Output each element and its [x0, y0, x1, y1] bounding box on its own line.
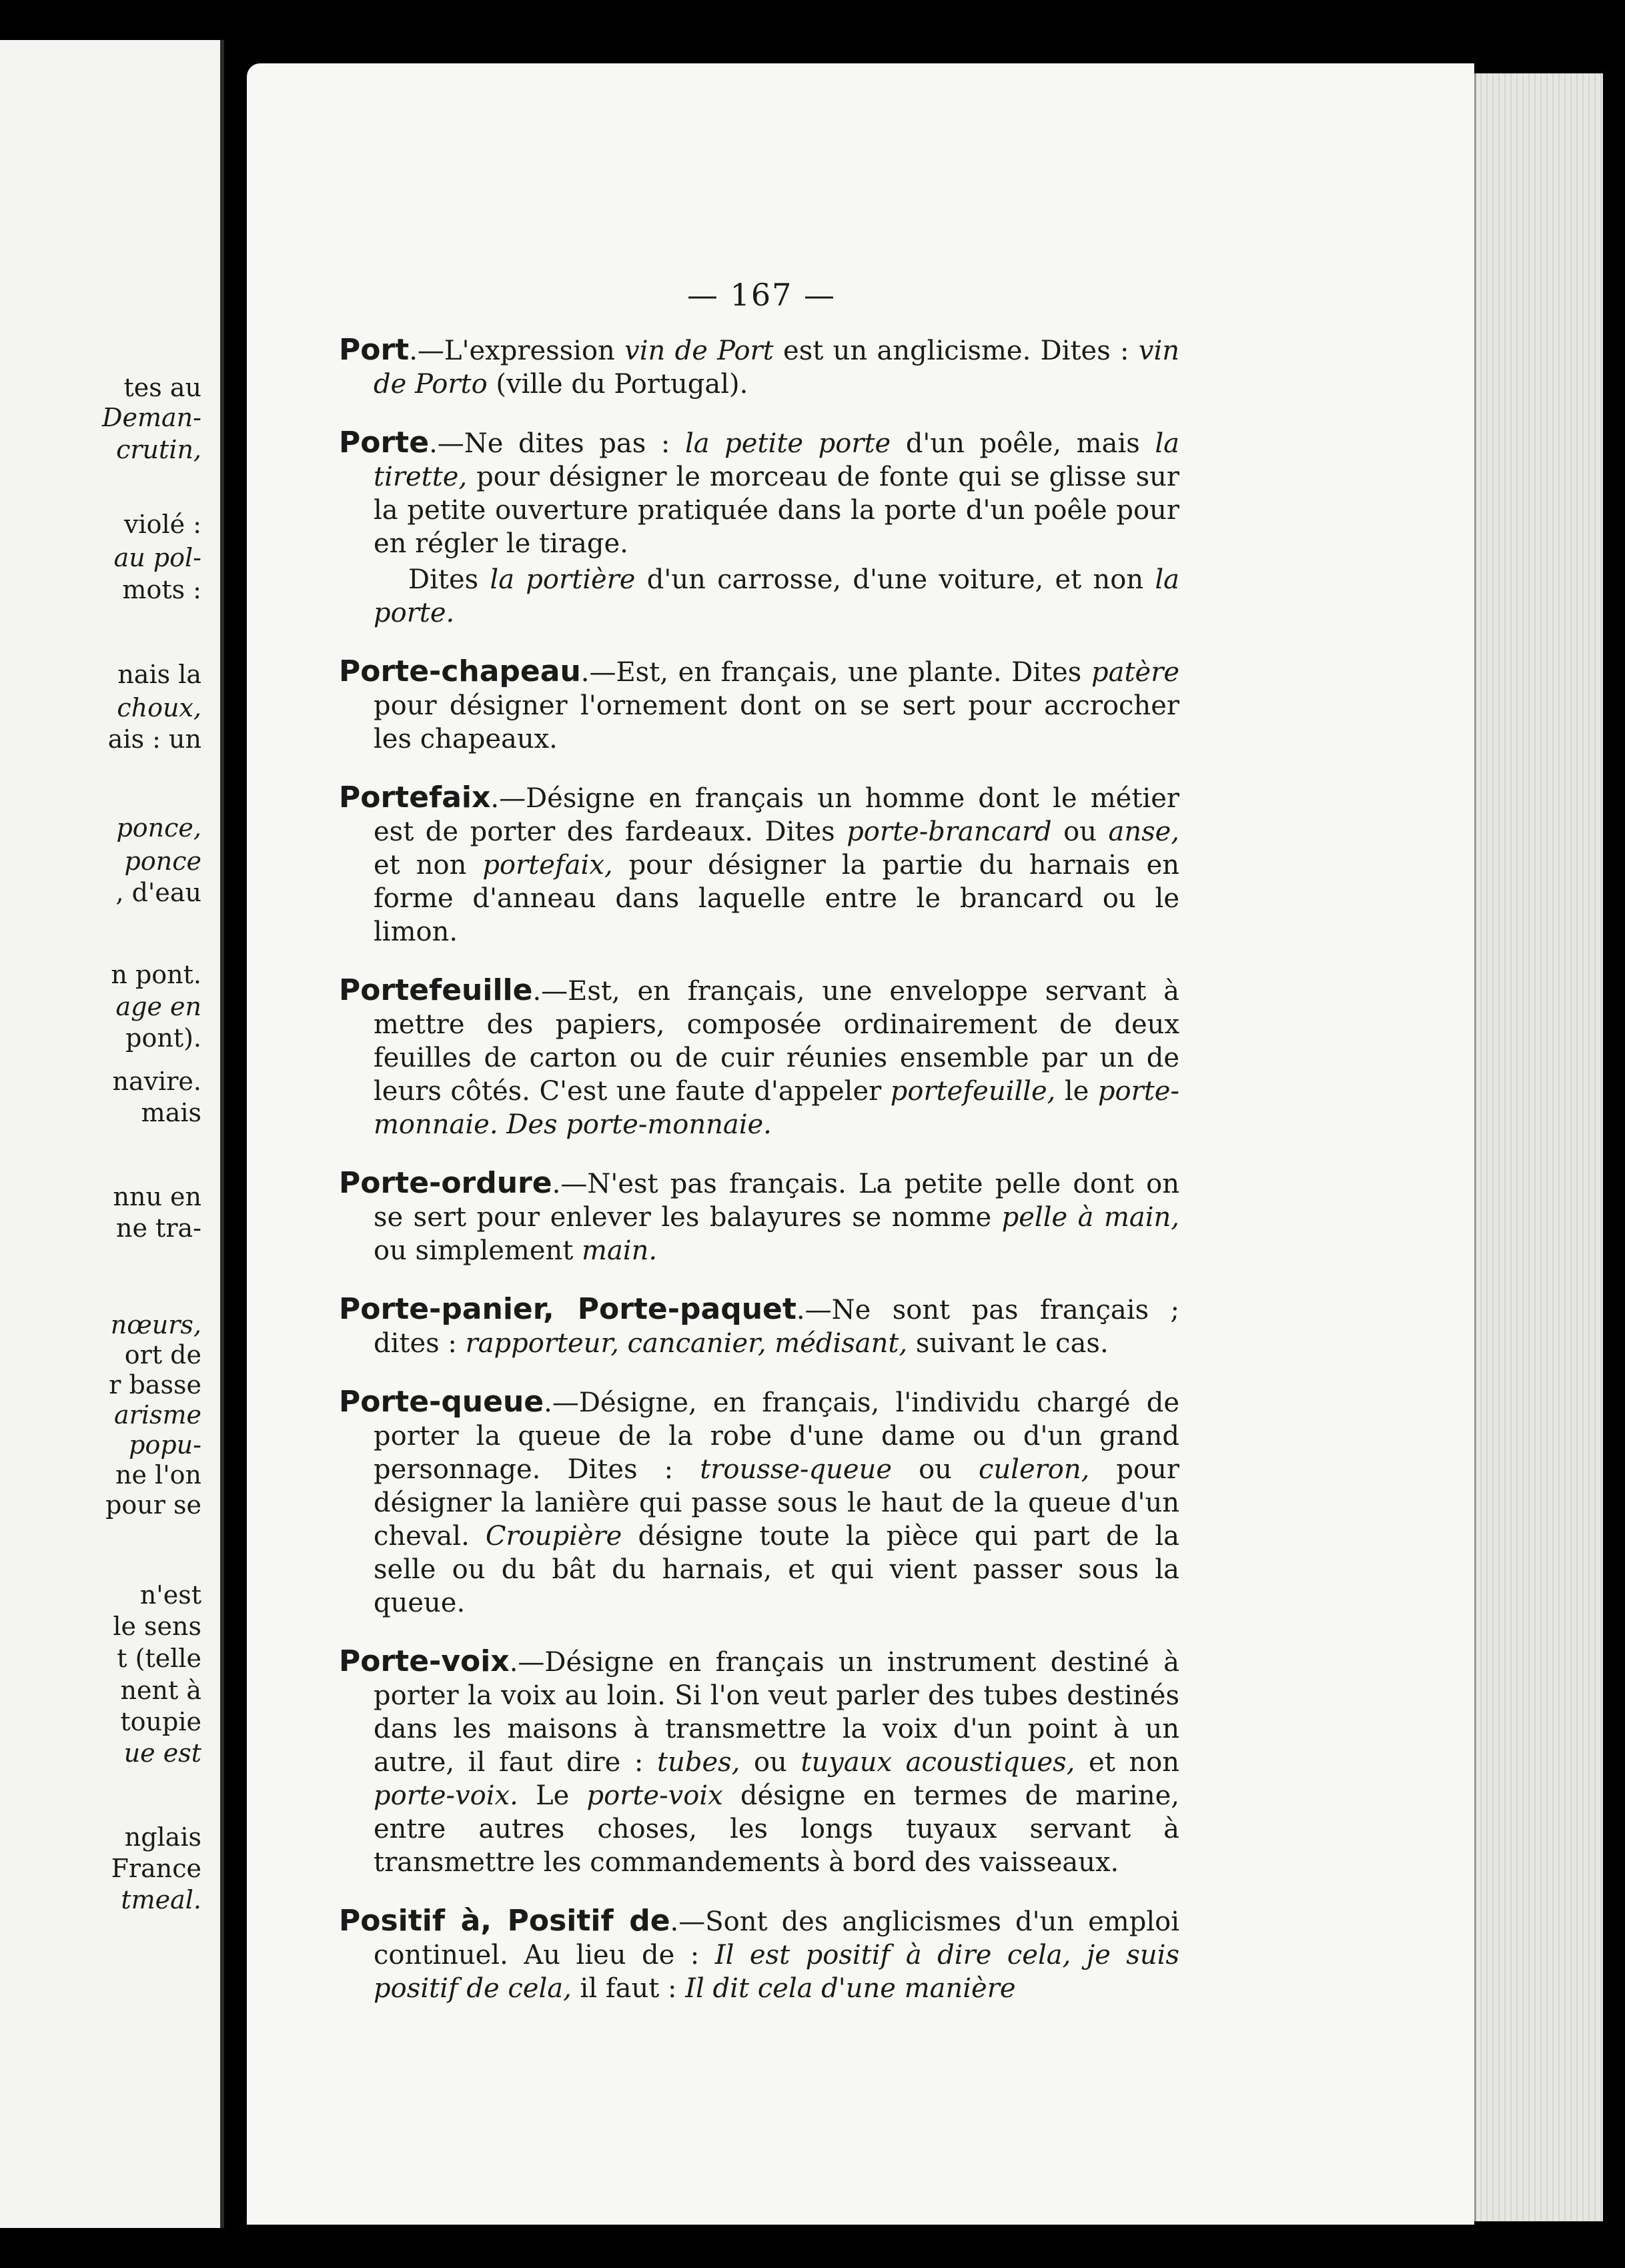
- entry-term: Portefeuille: [339, 973, 533, 1007]
- left-page-text-fragment: n pont.: [111, 960, 201, 989]
- body-text: Dites: [408, 564, 490, 595]
- left-page-text-fragment: popu-: [129, 1430, 201, 1460]
- body-text: est un anglicisme. Dites :: [773, 336, 1139, 366]
- body-text: .—Désigne, en français, l'individu chargé de porter la queue de la robe d'une dame ou d'un grand personnage. Dites :: [374, 1387, 1179, 1485]
- body-text: pour désigner la lanière qui passe sous le haut de la queue d'un cheval.: [374, 1454, 1179, 1552]
- italic-text: porte-voix.: [374, 1780, 518, 1811]
- body-text: ou: [1051, 816, 1109, 847]
- entry-term: Porte-ordure: [339, 1166, 552, 1200]
- entry-paragraph: [339, 974, 1179, 1141]
- left-page-text-fragment: ne l'on: [115, 1460, 201, 1490]
- entry-paragraph: [339, 426, 1179, 560]
- left-page-text-fragment: crutin,: [116, 435, 201, 464]
- italic-text: pelle à main,: [1001, 1202, 1180, 1233]
- dictionary-entry: [339, 974, 1179, 1141]
- body-text: suivant le cas.: [907, 1328, 1109, 1359]
- body-text: .—Ne sont pas français ; dites :: [374, 1295, 1179, 1359]
- italic-text: vin de Port: [624, 336, 774, 366]
- body-text: ou simplement: [374, 1235, 582, 1266]
- entry-term: Porte-queue: [339, 1385, 544, 1419]
- body-text: Le: [518, 1780, 587, 1811]
- left-page-text-fragment: nnu en: [113, 1182, 201, 1211]
- left-page-text-fragment: France: [111, 1854, 201, 1883]
- entry-paragraph: [339, 563, 1179, 630]
- left-page-text-fragment: nent à: [120, 1676, 201, 1705]
- left-page-text-fragment: navire.: [112, 1067, 201, 1096]
- dictionary-entries: [339, 334, 1179, 2031]
- left-page-text-fragment: age en: [115, 992, 201, 1021]
- entry-paragraph: [339, 1645, 1179, 1879]
- left-facing-page: [0, 40, 224, 2228]
- left-page-text-fragment: violé :: [123, 510, 201, 539]
- entry-term: Portefaix: [339, 780, 491, 814]
- dictionary-entry: [339, 1645, 1179, 1879]
- italic-text: tubes,: [657, 1747, 740, 1778]
- italic-text: Il est positif à dire cela, je suis positif de cela,: [374, 1940, 1180, 2004]
- body-text: ou: [892, 1454, 979, 1485]
- italic-text: vin de Porto: [374, 336, 1179, 400]
- left-page-text-fragment: nais la: [117, 660, 201, 689]
- left-page-text-fragment: n'est: [139, 1580, 201, 1610]
- italic-text: la portière: [490, 564, 636, 595]
- left-page-text-fragment: pour se: [105, 1490, 201, 1520]
- left-page-text-fragment: t (telle: [117, 1644, 201, 1673]
- body-text: .—N'est pas français. La petite pelle dont on se sert pour enlever les balayures se nomme: [374, 1169, 1179, 1233]
- left-page-text-fragment: mots :: [122, 575, 201, 604]
- italic-text: culeron,: [979, 1454, 1090, 1485]
- left-page-text-fragment: ponce: [124, 846, 201, 876]
- entry-paragraph: [339, 1385, 1179, 1620]
- body-text: d'un poêle, mais: [891, 428, 1155, 459]
- left-page-text-fragment: Deman-: [102, 403, 201, 432]
- entry-term: Porte: [339, 426, 430, 460]
- body-text: .—Ne dites pas :: [429, 428, 685, 459]
- body-text: .—L'expression: [409, 336, 625, 366]
- entry-term: Porte-chapeau: [339, 654, 581, 688]
- body-text: il faut :: [571, 1973, 686, 2004]
- entry-term: Positif à, Positif de: [339, 1904, 670, 1938]
- body-text: .—Désigne en français un homme dont le métier est de porter des fardeaux. Dites: [374, 783, 1179, 847]
- body-text: désigne en termes de marine, entre autres choses, les longs tuyaux servant à transmettre les commandements à bord des vaisseaux.: [374, 1780, 1179, 1878]
- italic-text: Croupière: [485, 1521, 622, 1552]
- left-page-text-fragment: toupie: [120, 1707, 201, 1736]
- entry-paragraph: [339, 781, 1179, 949]
- left-page-text-fragment: au pol-: [113, 543, 201, 572]
- italic-text: patère: [1091, 657, 1179, 688]
- left-page-text-fragment: nœurs,: [110, 1310, 201, 1339]
- dictionary-entry: [339, 655, 1179, 756]
- page-number: — 167 —: [687, 277, 837, 313]
- body-text: désigne toute la pièce qui part de la selle ou du bât du harnais, et qui vient passer sous la queue.: [374, 1521, 1179, 1618]
- left-page-text-fragment: pont).: [125, 1023, 201, 1053]
- dictionary-entry: [339, 1385, 1179, 1620]
- entry-paragraph: [339, 655, 1179, 756]
- left-page-text-fragment: ort de: [124, 1340, 201, 1369]
- body-text: ou: [740, 1747, 801, 1778]
- italic-text: trousse-queue: [700, 1454, 892, 1485]
- italic-text: portefeuille,: [890, 1076, 1056, 1107]
- left-page-text-fragment: arisme: [114, 1400, 201, 1430]
- left-page-text-fragment: ponce,: [116, 813, 201, 842]
- italic-text: rapporteur, cancanier, médisant,: [465, 1328, 908, 1359]
- left-page-text-fragment: tes au: [123, 373, 201, 402]
- left-page-text-fragment: nglais: [124, 1822, 201, 1852]
- left-page-text-fragment: mais: [141, 1098, 201, 1127]
- left-page-text-fragment: le sens: [113, 1612, 201, 1641]
- italic-text: porte-monnaie. Des porte-monnaie.: [374, 1076, 1179, 1140]
- left-page-text-fragment: ne tra-: [116, 1213, 201, 1243]
- italic-text: anse,: [1108, 816, 1179, 847]
- italic-text: portefaix,: [482, 850, 613, 881]
- italic-text: la tirette,: [374, 428, 1180, 492]
- italic-text: main.: [582, 1235, 658, 1266]
- italic-text: la petite porte: [684, 428, 891, 459]
- page-edges: [1474, 73, 1603, 2221]
- italic-text: la porte.: [374, 564, 1180, 628]
- body-text: .—Est, en français, une plante. Dites: [580, 657, 1091, 688]
- body-text: le: [1055, 1076, 1098, 1107]
- body-text: .—Désigne en français un instrument destiné à porter la voix au loin. Si l'on veut parler des tubes destinés dans les maisons à transmettre la voix d'un point à un autre, il faut dire :: [374, 1647, 1179, 1778]
- entry-term: Porte-voix: [339, 1644, 510, 1678]
- entry-paragraph: [339, 1167, 1179, 1267]
- body-text: pour désigner le morceau de fonte qui se glisse sur la petite ouverture pratiquée dans la porte d'un poêle pour en régler le tirage.: [374, 462, 1179, 559]
- entry-term: Porte-panier, Porte-paquet: [339, 1292, 796, 1326]
- dictionary-entry: [339, 1904, 1179, 2005]
- body-text: pour désigner l'ornement dont on se sert pour accrocher les chapeaux.: [374, 690, 1179, 754]
- left-page-text-fragment: ue est: [123, 1738, 201, 1768]
- entry-paragraph: [339, 334, 1179, 401]
- left-page-text-fragment: tmeal.: [121, 1885, 201, 1914]
- entry-paragraph: [339, 1904, 1179, 2005]
- body-text: et non: [1075, 1747, 1179, 1778]
- entry-paragraph: [339, 1293, 1179, 1360]
- left-page-text-fragment: , d'eau: [115, 878, 201, 907]
- dictionary-entry: [339, 334, 1179, 401]
- dictionary-entry: [339, 1167, 1179, 1267]
- body-text: .—Sont des anglicismes d'un emploi continuel. Au lieu de :: [374, 1906, 1179, 1970]
- italic-text: Il dit cela d'une manière: [685, 1973, 1016, 2004]
- left-page-text-fragment: r basse: [109, 1370, 201, 1399]
- body-text: .—Est, en français, une enveloppe servant à mettre des papiers, composée ordinairement de deux feuilles de carton ou de cuir réunies ensemble par un de leurs côtés. C'est une faute d'appeler: [374, 976, 1179, 1107]
- italic-text: tuyaux acoustiques,: [800, 1747, 1075, 1778]
- entry-term: Port: [339, 333, 410, 367]
- body-text: d'un carrosse, d'une voiture, et non: [635, 564, 1155, 595]
- left-page-text-fragment: choux,: [117, 693, 201, 722]
- body-text: (ville du Portugal).: [487, 369, 748, 400]
- italic-text: porte-voix: [586, 1780, 723, 1811]
- dictionary-entry: [339, 781, 1179, 949]
- dictionary-entry: [339, 1293, 1179, 1360]
- body-text: pour désigner la partie du harnais en forme d'anneau dans laquelle entre le brancard ou le limon.: [374, 850, 1179, 947]
- body-text: et non: [374, 850, 483, 881]
- dictionary-entry: [339, 426, 1179, 630]
- left-page-text-fragment: ais : un: [107, 724, 201, 754]
- italic-text: porte-brancard: [847, 816, 1052, 847]
